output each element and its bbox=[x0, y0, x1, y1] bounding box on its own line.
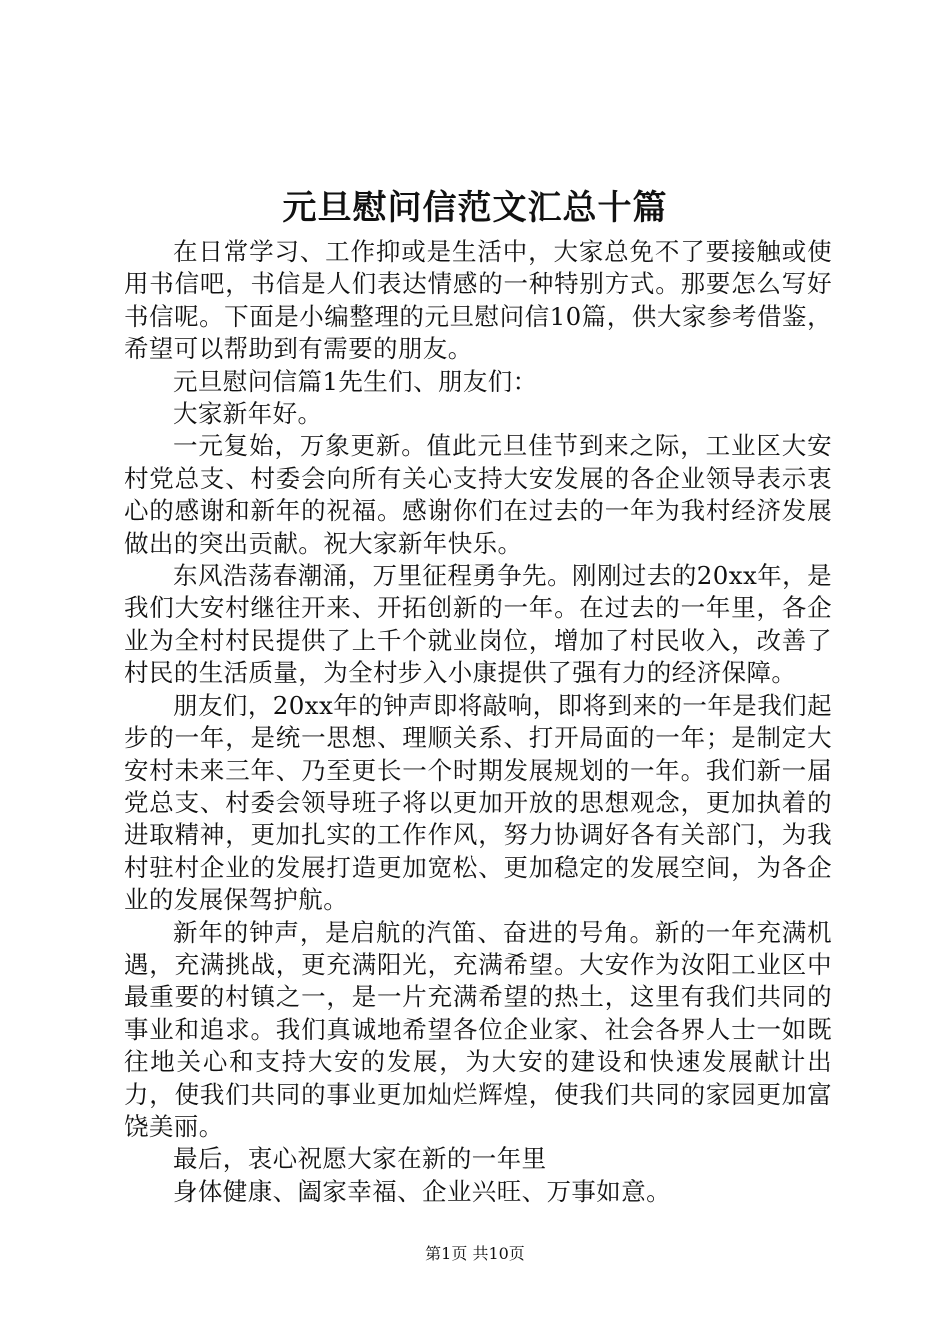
paragraph-greeting: 大家新年好。 bbox=[173, 399, 323, 429]
paragraph-intro: 在日常学习、工作抑或是生活中，大家总免不了要接触或使用书信吧，书信是人们表达情感的一种特别方式。那要怎么写好书信呢。下面是小编整理的元旦慰问信10篇，供大家参考借鉴，希望可以帮助到有需要的朋友。 bbox=[124, 237, 832, 364]
paragraph-final-wishes: 身体健康、阖家幸福、企业兴旺、万事如意。 bbox=[173, 1176, 671, 1206]
document-body bbox=[124, 236, 832, 1208]
page-number: 第1页 共10页 bbox=[425, 1244, 525, 1263]
paragraph-closing: 最后，衷心祝愿大家在新的一年里 bbox=[173, 1144, 547, 1174]
document-title: 元旦慰问信范文汇总十篇 bbox=[282, 188, 668, 228]
paragraph-coming-year: 朋友们，20xx年的钟声即将敲响，即将到来的一年是我们起步的一年，是统一思想、理顺关系、打开局面的一年；是制定大安村未来三年、乃至更长一个时期发展规划的一年。我们新一届党总支、村委会领导班子将以更加开放的思想观念，更加执着的进取精神，更加扎实的工作作风，努力协调好各有关部门，为我村驻村企业的发展打造更加宽松、更加稳定的发展空间，为各企业的发展保驾护航。 bbox=[124, 690, 832, 915]
paragraph-new-year-bell: 新年的钟声，是启航的汽笛、奋进的号角。新的一年充满机遇，充满挑战，更充满阳光，充满希望。大安作为汝阳工业区中最重要的村镇之一，是一片充满希望的热土，这里有我们共同的事业和追求。我们真诚地希望各位企业家、社会各界人士一如既往地关心和支持大安的发展，为大安的建设和快速发展献计出力，使我们共同的事业更加灿烂辉煌，使我们共同的家园更加富饶美丽。 bbox=[124, 917, 832, 1141]
paragraph-new-year-wishes: 一元复始，万象更新。值此元旦佳节到来之际，工业区大安村党总支、村委会向所有关心支持大安发展的各企业领导表示衷心的感谢和新年的祝福。感谢你们在过去的一年为我村经济发展做出的突出贡献。祝大家新年快乐。 bbox=[124, 431, 832, 558]
paragraph-letter-heading: 元旦慰问信篇1先生们、朋友们： bbox=[173, 366, 538, 396]
paragraph-past-year: 东风浩荡春潮涌，万里征程勇争先。刚刚过去的20xx年，是我们大安村继往开来、开拓创新的一年。在过去的一年里，各企业为全村村民提供了上千个就业岗位，增加了村民收入，改善了村民的生活质量，为全村步入小康提供了强有力的经济保障。 bbox=[124, 561, 832, 688]
